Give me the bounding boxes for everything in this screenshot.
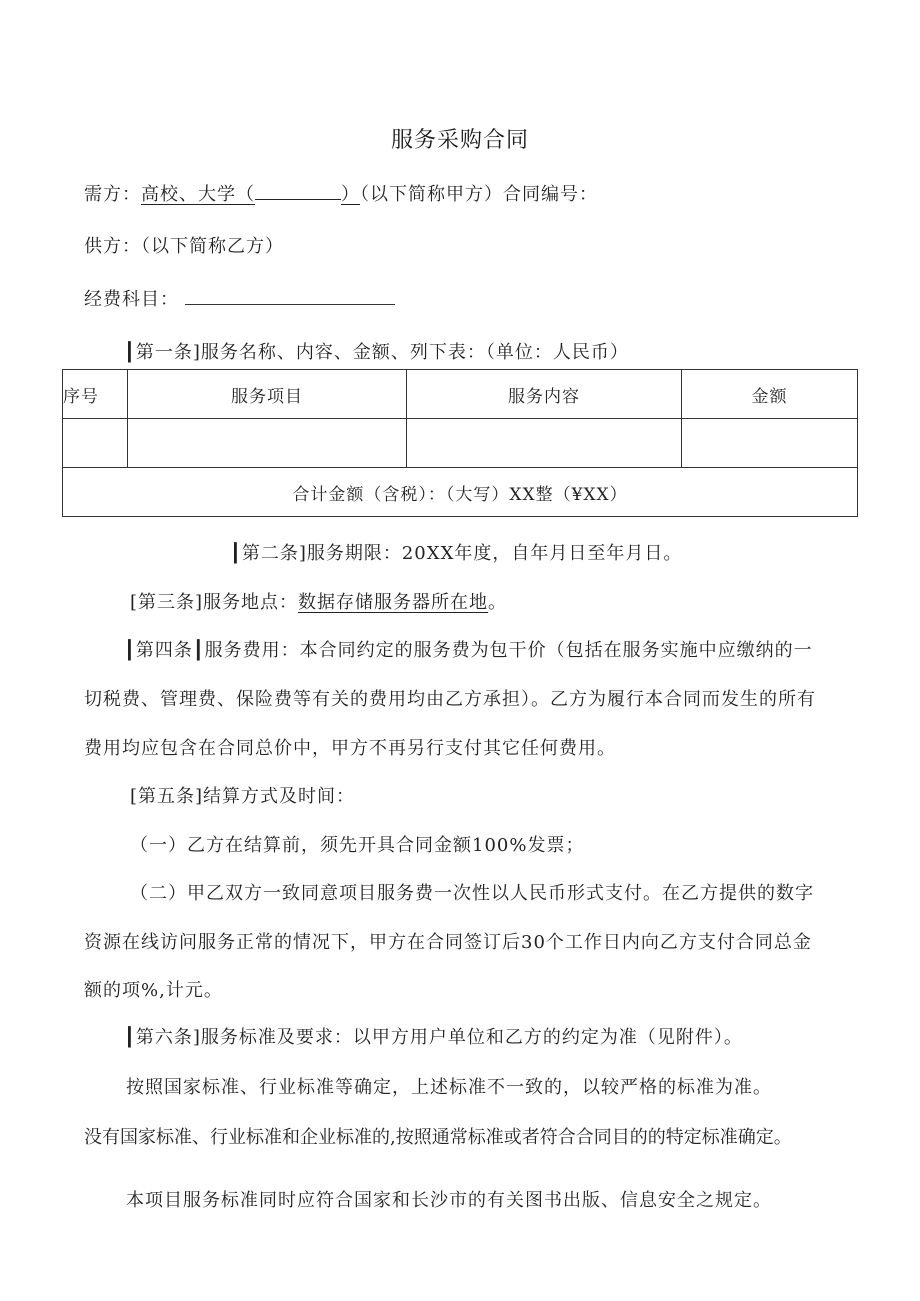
funding-blank bbox=[185, 303, 395, 305]
cell-content bbox=[407, 419, 682, 468]
article-4-line-2: 切税费、管理费、保险费等有关的费用均由乙方承担）。乙方为履行本合同而发生的所有 bbox=[84, 689, 816, 710]
cell-amount bbox=[682, 419, 858, 468]
party-a-line bbox=[84, 180, 598, 206]
party-a-name-suffix: ） bbox=[341, 184, 360, 205]
party-b-label: 供方： bbox=[84, 236, 141, 257]
table-total-row bbox=[63, 468, 858, 517]
article-6-paragraph-1: 按照国家标准、行业标准等确定，上述标准不一致的，以较严格的标准为准。 bbox=[126, 1077, 772, 1098]
party-b-line bbox=[84, 232, 284, 258]
article-3-suffix: 。 bbox=[488, 592, 508, 613]
article-6-paragraph-2: 没有国家标准、行业标准和企业标准的,按照通常标准或者符合合同目的的特定标准确定。 bbox=[84, 1127, 792, 1148]
article-6-paragraph-3: 本项目服务标准同时应符合国家和长沙市的有关图书出版、信息安全之规定。 bbox=[126, 1190, 772, 1211]
service-location: 数据存储服务器所在地 bbox=[298, 592, 489, 613]
article-5-item-2-line-1: （二）甲乙双方一致同意项目服务费一次性以人民币形式支付。在乙方提供的数字 bbox=[130, 883, 814, 904]
funding-label: 经费科目： bbox=[84, 289, 179, 310]
article-4-line-3: 费用均应包含在合同总价中，甲方不再另行支付其它任何费用。 bbox=[84, 738, 616, 759]
article-2: ┃第二条]服务期限：20XX年度，自年月日至年月日。 bbox=[230, 543, 683, 564]
document-title: 服务采购合同 bbox=[390, 128, 529, 153]
table-row bbox=[63, 419, 858, 468]
header-index: 序号 bbox=[63, 370, 128, 419]
header-content: 服务内容 bbox=[407, 370, 682, 419]
article-5-item-2-line-3: 额的项%,计元。 bbox=[84, 980, 223, 1001]
article-3-prefix: [第三条]服务地点： bbox=[130, 592, 299, 613]
party-b-note: （以下简称乙方） bbox=[141, 236, 284, 257]
service-table bbox=[62, 369, 858, 517]
article-6-heading: ┃第六条]服务标准及要求：以甲方用户单位和乙方的约定为准（见附件）。 bbox=[124, 1027, 743, 1048]
article-5-heading: [第五条]结算方式及时间： bbox=[130, 786, 356, 807]
total-amount: 合计金额（含税）：（大写）XX整（¥XX） bbox=[63, 468, 858, 517]
table-header-row bbox=[63, 370, 858, 419]
article-5-item-2-line-2: 资源在线访问服务正常的情况下，甲方在合同签订后30个工作日内向乙方支付合同总金 bbox=[84, 932, 812, 953]
article-4-line-1: ┃第四条┃服务费用：本合同约定的服务费为包干价（包括在服务实施中应缴纳的一 bbox=[124, 640, 813, 661]
article-5-item-1: （一）乙方在结算前，须先开具合同金额100%发票； bbox=[130, 835, 585, 856]
party-a-note: （以下简称甲方）合同编号： bbox=[360, 184, 598, 205]
cell-item bbox=[128, 419, 407, 468]
article-3 bbox=[130, 588, 507, 614]
article-1: ┃第一条]服务名称、内容、金额、列下表：（单位：人民币） bbox=[124, 342, 629, 363]
funding-line bbox=[84, 285, 395, 311]
party-a-label: 需方： bbox=[84, 184, 141, 205]
header-amount: 金额 bbox=[682, 370, 858, 419]
header-item: 服务项目 bbox=[128, 370, 407, 419]
party-a-name-blank bbox=[255, 198, 341, 200]
party-a-name-prefix: 高校、大学（ bbox=[141, 184, 255, 205]
cell-index bbox=[63, 419, 128, 468]
